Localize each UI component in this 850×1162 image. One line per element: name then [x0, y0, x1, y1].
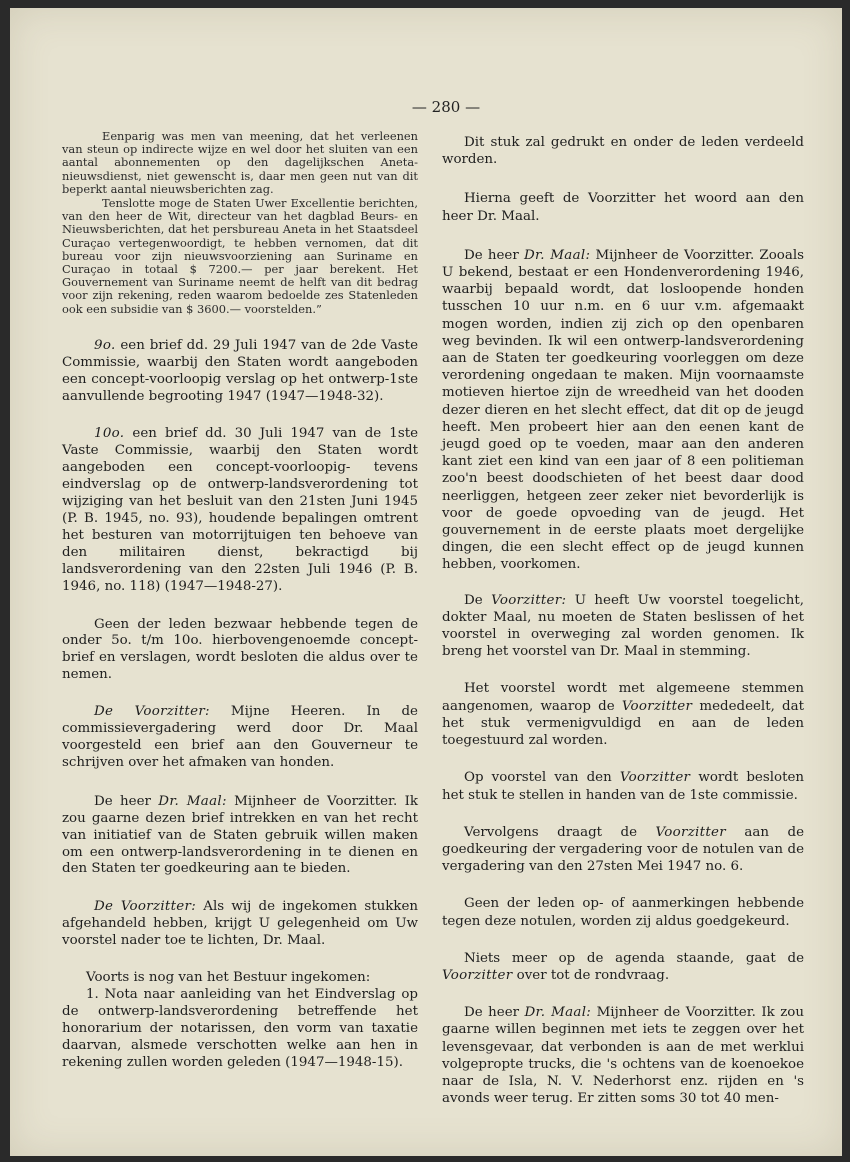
speech-dr-maal: De heer Dr. Maal: Mijnheer de Voorzitter. Zooals U bekend, bestaat er een Hondenverordening 1946, waarbij bepaald wordt, dat losloopende honden tusschen 10 uur n.m. en 6 uur v.m. afgemaakt mogen worden, indien zij zich op den openbaren weg bevinden. Ik wil een ontwerp-landsverordening aan de Staten ter goedkeuring voorleggen om deze verordening ongedaan te maken. Mijn voornaamste motieven hiertoe zijn de wreedheid van het dooden dezer dieren en het slecht effect, dat dit op de jeugd heeft. Men probeert hier aan den eenen kant de jeugd goed op te voeden, maar aan den anderen kant ziet een kind van een jaar of 8 een politieman zoo'n beest doodschieten of het beest daar dood neerliggen, hetgeen zeer zeker niet bevorderlijk is voor de goede opvoeding van de jeugd. Het gouvernement in de eerste plaats moet dergelijke dingen, die een slecht effect op de jeugd kunnen hebben, voorkomen. [442, 247, 804, 573]
speech-voorzitter: De Voorzitter: U heeft Uw voorstel toegelicht, dokter Maal, nu moeten de Staten beslissen of het voorstel in overweging zal worden genomen. Ik breng het voorstel van Dr. Maal in stemming. [442, 592, 804, 660]
paragraph: Op voorstel van den Voorzitter wordt besloten het stuk te stellen in handen van de 1ste commissie. [442, 770, 804, 803]
speech-dr-maal: De heer Dr. Maal: Mijnheer de Voorzitter. Ik zou gaarne willen beginnen met iets te zeggen over het levensgevaar, dat verbonden is aan de met werklui volgepropte trucks, die 's ochtens van de koenoekoe naar de Isla, N. V. Nederhorst enz. rijden en 's avonds weer terug. Er zitten soms 30 tot 40 men- [442, 1005, 804, 1107]
paragraph: Dit stuk zal gedrukt en onder de leden verdeeld worden. [442, 135, 804, 168]
paragraph: Hierna geeft de Voorzitter het woord aan den heer Dr. Maal. [442, 191, 804, 224]
speech-dr-maal: De heer Dr. Maal: Mijnheer de Voorzitter. Ik zou gaarne dezen brief intrekken en van het recht van initiatief van de Staten gebruik willen maken om een ontwerp-landsverordening in te dienen en den Staten ter goedkeuring aan te bieden. [62, 793, 418, 877]
paragraph: Geen der leden op- of aanmerkingen hebbende tegen deze notulen, worden zij aldus goedgekeurd. [442, 896, 804, 929]
paragraph: Vervolgens draagt de Voorzitter aan de goedkeuring der vergadering voor de notulen van de vergadering van den 27sten Mei 1947 no. 6. [442, 824, 804, 875]
quote-paragraph: Tenslotte moge de Staten Uwer Excellentie berichten, van den heer de Wit, directeur van het dagblad Beurs- en Nieuwsberichten, dat het persbureau Aneta in het Staatsdeel Curaçao vertegenwoordigt, te hebben vernomen, dat dit bureau voor zijn nieuwsvoorziening aan Suriname en Curaçao in totaal $ 7200.— per jaar berekent. Het Gouvernement van Suriname neemt de helft van dit bedrag voor zijn rekening, reden waarom bedoelde zes Statenleden ook een subsidie van $ 3600.— voorstelden.” [62, 196, 418, 316]
right-column [442, 134, 804, 1107]
quoted-letter [62, 130, 418, 316]
quote-paragraph: Eenparig was men van meening, dat het verleenen van steun op indirecte wijze en wel door het sluiten van een aantal abonnementen op den dagelijkschen Aneta-nieuwsdienst, niet gewenscht is, daar men geen nut van dit beperkt aantal nieuwsberichten zag. [62, 129, 418, 196]
decision-paragraph: Geen der leden bezwaar hebbende tegen de onder 5o. t/m 10o. hierbovengenoemde concept-brief en verslagen, wordt besloten die aldus over te nemen. [62, 616, 418, 683]
document-page [10, 8, 842, 1156]
incoming-heading: Voorts is nog van het Bestuur ingekomen: [86, 970, 371, 986]
agenda-item-10: 10o. een brief dd. 30 Juli 1947 van de 1ste Vaste Commissie, waarbij den Staten wordt aangeboden een concept-voorloopig- tevens eindverslag op de ontwerp-landsverordening tot wijziging van het besluit van den 21sten Juni 1945 (P. B. 1945, no. 93), houdende bepalingen omtrent het besturen van motorrijtuigen ten behoeve van den militairen dienst, bekractigd bij landsverordening van den 22sten Juli 1946 (P. B. 1946, no. 118) (1947—1948-27). [62, 426, 418, 594]
speech-voorzitter: De Voorzitter: Als wij de ingekomen stukken afgehandeld hebben, krijgt U gelegenheid om Uw voorstel nader toe te lichten, Dr. Maal. [62, 899, 418, 949]
page-number: — 280 — [411, 98, 481, 116]
incoming-item: 1. Nota naar aanleiding van het Eindverslag op de ontwerp-landsverordening betreffende het honorarium der notarissen, den vorm van taxatie daarvan, alsmede verschotten welke aan hen in rekening zullen worden geleden (1947—1948-15). [62, 986, 418, 1070]
left-column [62, 130, 418, 1071]
speech-voorzitter: De Voorzitter: Mijne Heeren. In de commissievergadering werd door Dr. Maal voorgesteld een brief aan den Gouverneur te schrijven over het afmaken van honden. [62, 704, 418, 770]
agenda-item-9: 9o. een brief dd. 29 Juli 1947 van de 2de Vaste Commissie, waarbij den Staten wordt aangeboden een concept-voorloopig verslag op het ontwerp-1ste aanvullende begrooting 1947 (1947—1948-32). [62, 337, 418, 404]
paragraph: Het voorstel wordt met algemeene stemmen aangenomen, waarop de Voorzitter mededeelt, dat het stuk vermenigvuldigd en aan de leden toegestuurd zal worden. [442, 681, 804, 749]
paragraph: Niets meer op de agenda staande, gaat de Voorzitter over tot de rondvraag. [442, 950, 804, 983]
